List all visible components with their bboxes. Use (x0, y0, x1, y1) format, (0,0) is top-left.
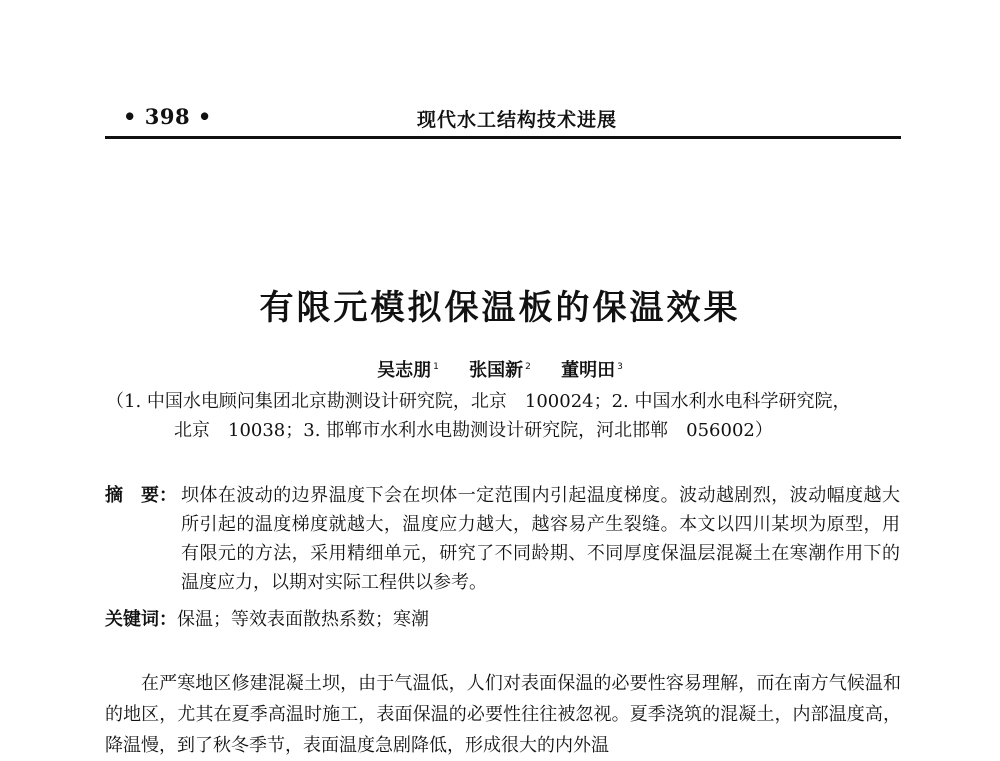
author-2-name: 张国新 (469, 360, 524, 381)
affiliation-line-2: 北京 10038；3. 邯郸市水利水电勘测设计研究院，河北邯郸 056002） (174, 420, 773, 441)
author-1-name: 吴志朋 (377, 360, 432, 381)
author-2-affiliation-mark: 2 (525, 362, 531, 372)
author-2 (469, 360, 537, 381)
affiliation-line-1: （1. 中国水电顾问集团北京勘测设计研究院，北京 100024；2. 中国水利水电科学研究院， (106, 391, 851, 412)
running-header (105, 104, 900, 130)
author-list (0, 356, 1000, 382)
author-1 (377, 360, 445, 381)
paper-title: 有限元模拟保温板的保温效果 (259, 288, 741, 328)
affiliation-block (106, 387, 896, 445)
page-number: • 398 • (123, 104, 212, 129)
journal-title: 现代水工结构技术进展 (417, 109, 618, 131)
abstract-label: 摘 要： (105, 485, 177, 506)
author-3 (561, 360, 623, 381)
keywords-text: 保温；等效表面散热系数；寒潮 (177, 609, 429, 630)
header-rule (105, 136, 901, 139)
author-3-affiliation-mark: 3 (617, 362, 623, 372)
author-3-name: 董明田 (561, 360, 616, 381)
author-1-affiliation-mark: 1 (433, 362, 439, 372)
abstract-row (105, 481, 900, 597)
body-paragraph: 在严寒地区修建混凝土坝，由于气温低，人们对表面保温的必要性容易理解，而在南方气候温和的地区，尤其在夏季高温时施工，表面保温的必要性往往被忽视。夏季浇筑的混凝土，内部温度高，降温慢，到了秋冬季节，表面温度急剧降低，形成很大的内外温 (105, 673, 901, 756)
keywords-section (105, 605, 900, 634)
abstract-section (105, 481, 900, 597)
keywords-label: 关键词： (105, 609, 177, 630)
abstract-text: 坝体在波动的边界温度下会在坝体一定范围内引起温度梯度。波动越剧烈，波动幅度越大所引起的温度梯度就越大，温度应力越大，越容易产生裂缝。本文以四川某坝为原型，用有限元的方法，采用精细单元，研究了不同龄期、不同厚度保温层混凝土在寒潮作用下的温度应力，以期对实际工程供以参考。 (181, 485, 900, 593)
